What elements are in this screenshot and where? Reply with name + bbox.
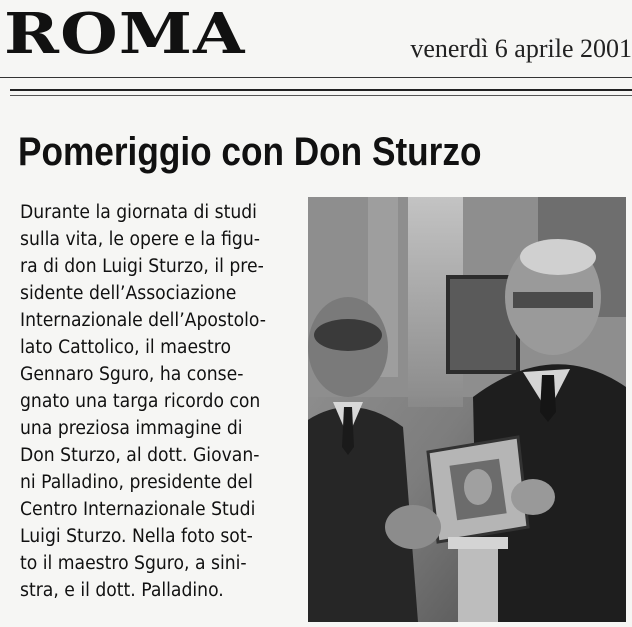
- article-body-line: Centro Internazionale Studi: [20, 499, 256, 520]
- issue-date: venerdì 6 aprile 2001: [410, 34, 632, 63]
- article-body-line: Don Sturzo, al dott. Giovan-: [20, 445, 260, 466]
- article-body-line: lato Cattolico, il maestro: [20, 337, 231, 358]
- photo-illustration: [308, 197, 626, 622]
- masthead-title: ROMA: [4, 1, 246, 67]
- section-rule-thin: [10, 95, 632, 96]
- article-body-line: sulla vita, le opere e la figu-: [20, 229, 260, 250]
- article-photo: [308, 197, 626, 622]
- article-body-line: Luigi Sturzo. Nella foto sot-: [20, 526, 253, 547]
- article-body-line: una preziosa immagine di: [20, 418, 243, 439]
- article-body: [20, 199, 280, 604]
- section-rule-thick: [10, 89, 632, 91]
- article-body-line: ra di don Luigi Sturzo, il pre-: [20, 256, 264, 277]
- article-body-line: Gennaro Sguro, ha conse-: [20, 364, 244, 385]
- article-body-line: Internazionale dell’Apostolo-: [20, 310, 266, 331]
- masthead-rule: [0, 77, 632, 78]
- article-body-line: gnato una targa ricordo con: [20, 391, 261, 412]
- article-body-line: stra, e il dott. Palladino.: [20, 580, 224, 601]
- article-body-line: Durante la giornata di studi: [20, 202, 257, 223]
- article-headline: Pomeriggio con Don Sturzo: [18, 130, 482, 174]
- article-body-line: to il maestro Sguro, a sini-: [20, 553, 247, 574]
- article-body-line: sidente dell’Associazione: [20, 283, 237, 304]
- article-body-line: ni Palladino, presidente del: [20, 472, 253, 493]
